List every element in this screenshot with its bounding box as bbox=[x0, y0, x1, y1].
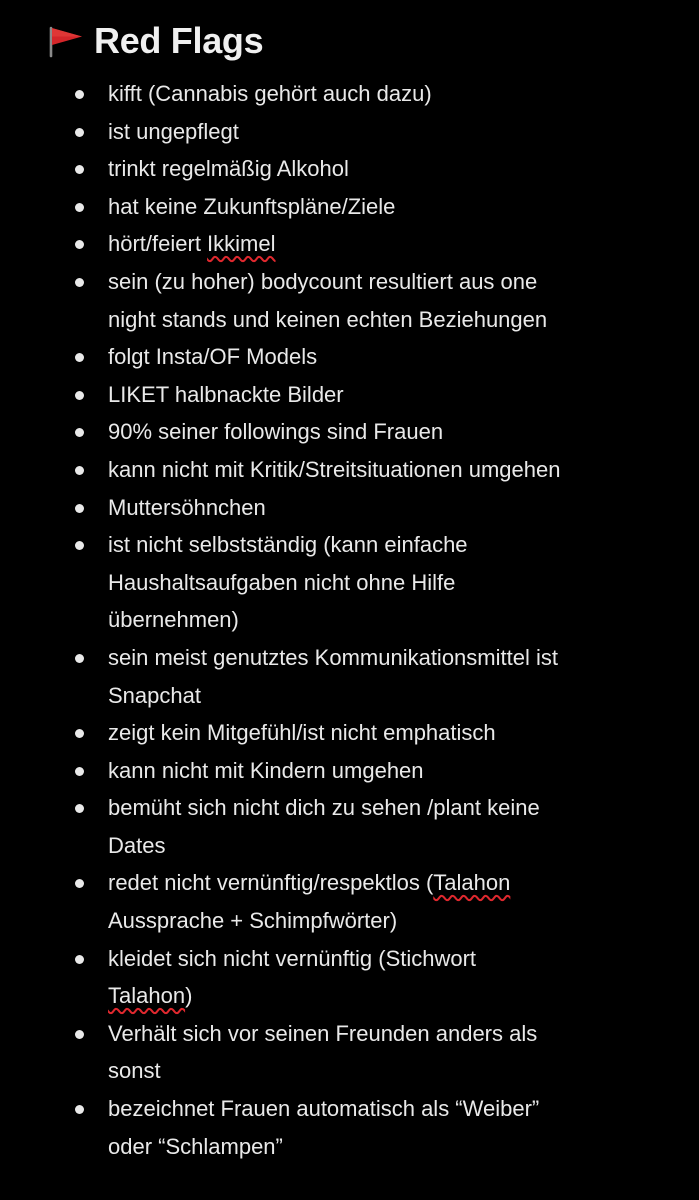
list-item-line bbox=[108, 564, 669, 602]
list-item[interactable] bbox=[46, 864, 669, 939]
list-item-line bbox=[108, 75, 669, 113]
list-item-text: Dates bbox=[108, 832, 166, 858]
bullet-dot bbox=[75, 203, 84, 212]
list-item-line bbox=[108, 752, 669, 790]
list-item[interactable] bbox=[46, 113, 669, 151]
note-title: Red Flags bbox=[94, 20, 264, 61]
list-item-text: bezeichnet Frauen automatisch als “Weiber” bbox=[108, 1096, 540, 1122]
bullet-dot bbox=[75, 729, 84, 738]
list-item-text: Snapchat bbox=[108, 682, 201, 708]
list-item-line bbox=[108, 338, 669, 376]
list-item-text: bemüht sich nicht dich zu sehen /plant keine bbox=[108, 795, 540, 821]
bullet-dot bbox=[75, 90, 84, 99]
bullet-dot bbox=[75, 955, 84, 964]
list-item-text: kifft (Cannabis gehört auch dazu) bbox=[108, 81, 432, 106]
list-item[interactable] bbox=[46, 376, 669, 414]
bullet-dot bbox=[75, 128, 84, 137]
list-item[interactable] bbox=[46, 1015, 669, 1090]
bullet-dot bbox=[75, 767, 84, 776]
list-item-line bbox=[108, 977, 669, 1015]
bullet-dot bbox=[75, 240, 84, 249]
bullet-dot bbox=[75, 654, 84, 663]
list-item-text: Aussprache + Schimpfwörter) bbox=[108, 908, 398, 934]
bullet-dot bbox=[75, 804, 84, 813]
bullet-list bbox=[46, 75, 669, 1165]
list-item-text: kann nicht mit Kritik/Streitsituationen umgehen bbox=[108, 456, 561, 482]
list-item-text: night stands und keinen echten Beziehungen bbox=[108, 306, 548, 332]
bullet-dot bbox=[75, 428, 84, 437]
list-item-text: Verhält sich vor seinen Freunden anders als bbox=[108, 1020, 538, 1046]
list-item[interactable] bbox=[46, 263, 669, 338]
bullet-dot bbox=[75, 541, 84, 550]
list-item[interactable] bbox=[46, 526, 669, 639]
list-item-text: sein (zu hoher) bodycount resultiert aus one bbox=[108, 268, 538, 294]
list-item[interactable] bbox=[46, 150, 669, 188]
bullet-dot bbox=[75, 353, 84, 362]
list-item-line bbox=[108, 601, 669, 639]
list-item-text: redet nicht vernünftig/respektlos ( bbox=[108, 870, 434, 896]
list-item[interactable] bbox=[46, 789, 669, 864]
list-item-line bbox=[108, 714, 669, 752]
list-item-line bbox=[108, 1128, 669, 1166]
bullet-dot bbox=[75, 466, 84, 475]
list-item[interactable] bbox=[46, 188, 669, 226]
list-item-text: oder “Schlampen” bbox=[108, 1133, 283, 1159]
misspelled-word: Talahon bbox=[108, 983, 186, 1009]
bullet-dot bbox=[75, 165, 84, 174]
list-item-text: übernehmen) bbox=[108, 607, 239, 633]
list-item-text: kann nicht mit Kindern umgehen bbox=[108, 757, 424, 783]
red-flag-icon bbox=[46, 24, 86, 58]
list-item-text: Haushaltsaufgaben nicht ohne Hilfe bbox=[108, 569, 456, 595]
list-item-text: hat keine Zukunftspläne/Ziele bbox=[108, 193, 396, 219]
list-item[interactable] bbox=[46, 639, 669, 714]
list-item-line bbox=[108, 789, 669, 827]
list-item[interactable] bbox=[46, 1090, 669, 1165]
list-item-text: ) bbox=[185, 983, 193, 1009]
bullet-dot bbox=[75, 879, 84, 888]
bullet-dot bbox=[75, 391, 84, 400]
note-title-row bbox=[46, 18, 669, 64]
list-item-text: sein meist genutztes Kommunikationsmittel ist bbox=[108, 644, 558, 670]
list-item-line bbox=[108, 1090, 669, 1128]
list-item[interactable] bbox=[46, 451, 669, 489]
list-item-line bbox=[108, 639, 669, 677]
list-item-text: ist ungepflegt bbox=[108, 118, 239, 144]
list-item[interactable] bbox=[46, 75, 669, 113]
list-item-line bbox=[108, 113, 669, 151]
list-item[interactable] bbox=[46, 489, 669, 527]
list-item[interactable] bbox=[46, 225, 669, 263]
list-item[interactable] bbox=[46, 714, 669, 752]
bullet-dot bbox=[75, 1105, 84, 1114]
list-item-line bbox=[108, 864, 669, 902]
list-item-line bbox=[108, 301, 669, 339]
list-item-line bbox=[108, 263, 669, 301]
bullet-dot bbox=[75, 1030, 84, 1039]
list-item-text: LIKET halbnackte Bilder bbox=[108, 381, 344, 407]
list-item-text: zeigt kein Mitgefühl/ist nicht emphatisch bbox=[108, 720, 496, 746]
list-item-text: Muttersöhnchen bbox=[108, 494, 266, 520]
list-item-text: sonst bbox=[108, 1058, 161, 1084]
list-item-line bbox=[108, 150, 669, 188]
list-item-text: trinkt regelmäßig Alkohol bbox=[108, 156, 349, 182]
list-item[interactable] bbox=[46, 413, 669, 451]
list-item[interactable] bbox=[46, 338, 669, 376]
list-item-text: 90% seiner followings sind Frauen bbox=[108, 419, 444, 445]
list-item-line bbox=[108, 413, 669, 451]
list-item-line bbox=[108, 1015, 669, 1053]
misspelled-word: Talahon bbox=[433, 870, 511, 896]
list-item-line bbox=[108, 225, 669, 263]
list-item-line bbox=[108, 827, 669, 865]
list-item[interactable] bbox=[46, 752, 669, 790]
bullet-dot bbox=[75, 278, 84, 287]
list-item-line bbox=[108, 451, 669, 489]
list-item-line bbox=[108, 489, 669, 527]
list-item-line bbox=[108, 1052, 669, 1090]
list-item-text: ist nicht selbstständig (kann einfache bbox=[108, 532, 468, 558]
misspelled-word: Ikkimel bbox=[207, 231, 276, 257]
list-item-line bbox=[108, 188, 669, 226]
list-item-text: folgt Insta/OF Models bbox=[108, 344, 318, 370]
list-item-line bbox=[108, 677, 669, 715]
list-item[interactable] bbox=[46, 940, 669, 1015]
list-item-line bbox=[108, 940, 669, 978]
list-item-text: kleidet sich nicht vernünftig (Stichwort bbox=[108, 945, 477, 971]
list-item-line bbox=[108, 902, 669, 940]
list-item-line bbox=[108, 376, 669, 414]
list-item-text: hört/feiert bbox=[108, 231, 208, 257]
list-item-line bbox=[108, 526, 669, 564]
bullet-dot bbox=[75, 504, 84, 513]
